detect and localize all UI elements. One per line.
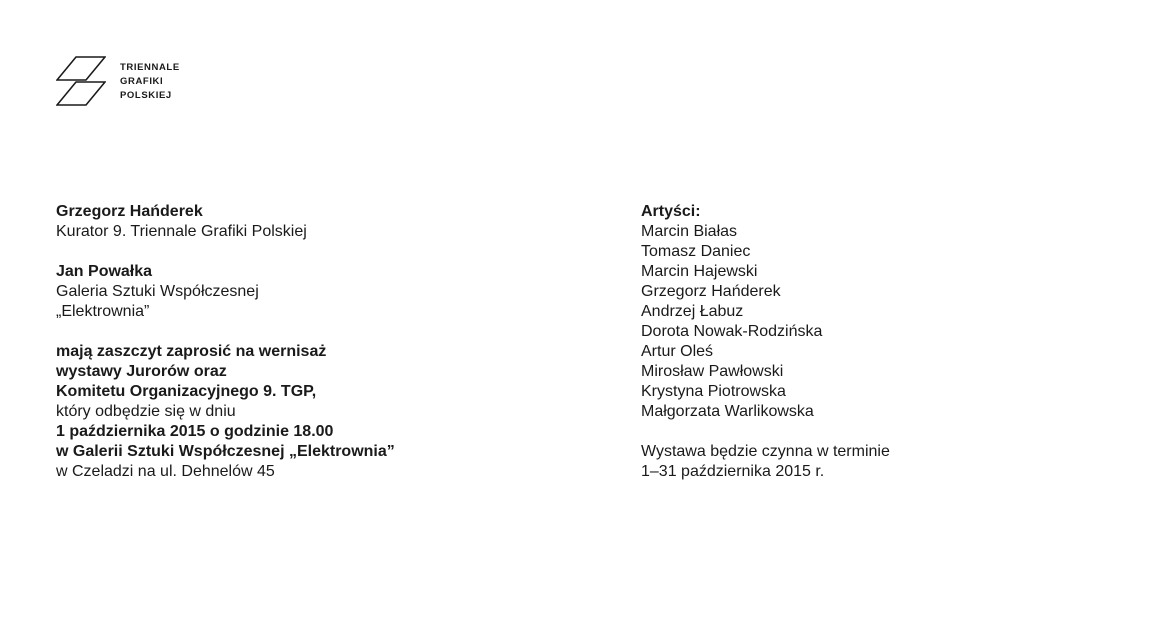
logo-line-2: GRAFIKI (120, 76, 164, 87)
invite-line: który odbędzie się w dniu (56, 403, 236, 420)
artist-name: Tomasz Daniec (641, 243, 751, 260)
event-address: w Czeladzi na ul. Dehnelów 45 (56, 463, 275, 480)
artist-name: Andrzej Łabuz (641, 303, 744, 320)
artists-column (641, 202, 1121, 482)
event-date: 1 października 2015 o godzinie 18.00 (56, 423, 334, 440)
artist-name: Małgorzata Warlikowska (641, 403, 814, 420)
artist-name: Krystyna Piotrowska (641, 383, 786, 400)
artists-heading: Artyści: (641, 203, 701, 220)
director-name: Jan Powałka (56, 263, 153, 280)
curator-name: Grzegorz Hańderek (56, 203, 203, 220)
curator-title: Kurator 9. Triennale Grafiki Polskiej (56, 223, 307, 240)
triennale-logo-icon (56, 56, 106, 106)
logo-line-1: TRIENNALE (120, 62, 180, 73)
artist-name: Dorota Nowak-Rodzińska (641, 323, 823, 340)
artist-name: Marcin Hajewski (641, 263, 758, 280)
artist-name: Grzegorz Hańderek (641, 283, 781, 300)
logo-line-3: POLSKIEJ (120, 90, 172, 101)
exhibition-period-dates: 1–31 października 2015 r. (641, 463, 825, 480)
invite-line: Komitetu Organizacyjnego 9. TGP, (56, 383, 317, 400)
gallery-name: Galeria Sztuki Współczesnej (56, 283, 259, 300)
exhibition-period-label: Wystawa będzie czynna w terminie (641, 443, 890, 460)
gallery-name-quoted: „Elektrownia” (56, 303, 150, 320)
invite-line: wystawy Jurorów oraz (56, 363, 227, 380)
artist-name: Mirosław Pawłowski (641, 363, 784, 380)
invitation-column (56, 202, 576, 482)
artist-name: Artur Oleś (641, 343, 714, 360)
event-venue: w Galerii Sztuki Współczesnej „Elektrownia” (56, 443, 395, 460)
triennale-logo (56, 56, 196, 108)
logo-wordmark (120, 61, 180, 103)
invite-line: mają zaszczyt zaprosić na wernisaż (56, 343, 327, 360)
artist-name: Marcin Białas (641, 223, 738, 240)
